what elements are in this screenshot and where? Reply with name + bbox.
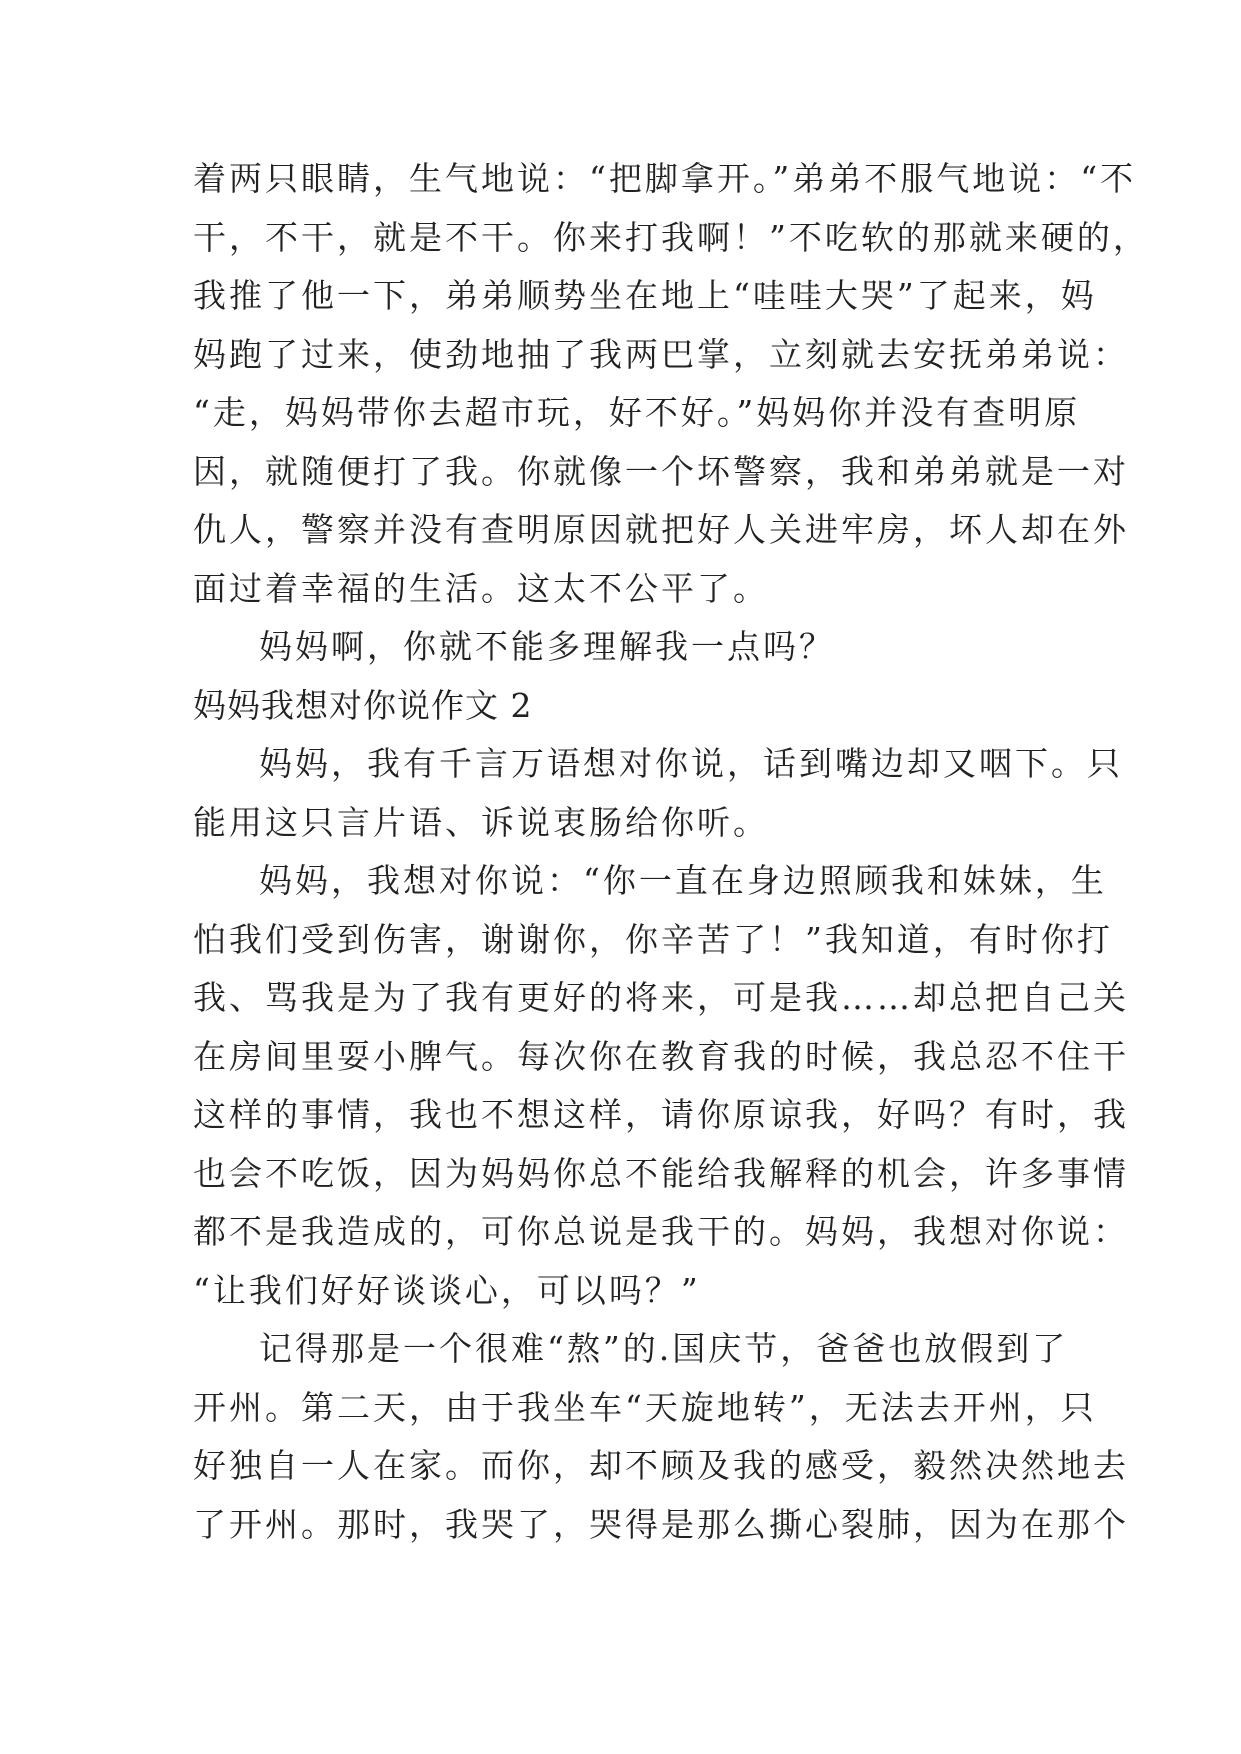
paragraph-line: 妈妈，我想对你说：“你一直在身边照顾我和妹妹，生: [259, 861, 1107, 900]
section-heading: 妈妈我想对你说作文 2: [193, 685, 533, 725]
paragraph-line: 妈妈，我有千言万语想对你说，话到嘴边却又咽下。只: [259, 744, 1123, 783]
text-line: 因，就随便打了我。你就像一个坏警察，我和弟弟就是一对: [193, 451, 1129, 491]
text-line: 在房间里耍小脾气。每次你在教育我的时候，我总忍不住干: [193, 1036, 1129, 1076]
text-line: 妈跑了过来，使劲地抽了我两巴掌，立刻就去安抚弟弟说：: [193, 334, 1129, 374]
text-line: 也会不吃饭，因为妈妈你总不能给我解释的机会，许多事情: [193, 1153, 1129, 1193]
text-line: 面过着幸福的生活。这太不公平了。: [193, 568, 769, 608]
text-line: 这样的事情，我也不想这样，请你原谅我，好吗？有时，我: [193, 1095, 1129, 1134]
text-line: 能用这只言片语、诉说衷肠给你听。: [193, 802, 769, 842]
text-line: “走，妈妈带你去超市玩，好不好。”妈妈你并没有查明原: [193, 393, 1081, 432]
document-body: [193, 150, 1149, 1554]
text-line: 了开州。那时，我哭了，哭得是那么撕心裂肺，因为在那个: [193, 1504, 1129, 1544]
text-line: 都不是我造成的，可你总说是我干的。妈妈，我想对你说：: [193, 1212, 1129, 1251]
text-line: 怕我们受到伤害，谢谢你，你辛苦了！”我知道，有时你打: [193, 919, 1113, 959]
text-line: 着两只眼睛，生气地说：“把脚拿开。”弟弟不服气地说：“不: [193, 159, 1137, 198]
text-line: 仇人，警察并没有查明原因就把好人关进牢房，坏人却在外: [193, 510, 1129, 549]
text-line: “让我们好好谈谈心，可以吗？”: [193, 1270, 701, 1310]
text-line: 我推了他一下，弟弟顺势坐在地上“哇哇大哭”了起来，妈: [193, 276, 1097, 315]
text-line: 开州。第二天，由于我坐车“天旋地转”，无法去开州，只: [193, 1387, 1097, 1427]
paragraph-line: 妈妈啊，你就不能多理解我一点吗？: [259, 627, 835, 666]
paragraph-line: 记得那是一个很难“熬”的.国庆节，爸爸也放假到了: [259, 1329, 1069, 1368]
text-line: 我、骂我是为了我有更好的将来，可是我……却总把自己关: [193, 978, 1129, 1017]
text-line: 干，不干，就是不干。你来打我啊！”不吃软的那就来硬的，: [193, 217, 1149, 257]
text-line: 好独自一人在家。而你，却不顾及我的感受，毅然决然地去: [193, 1446, 1129, 1485]
